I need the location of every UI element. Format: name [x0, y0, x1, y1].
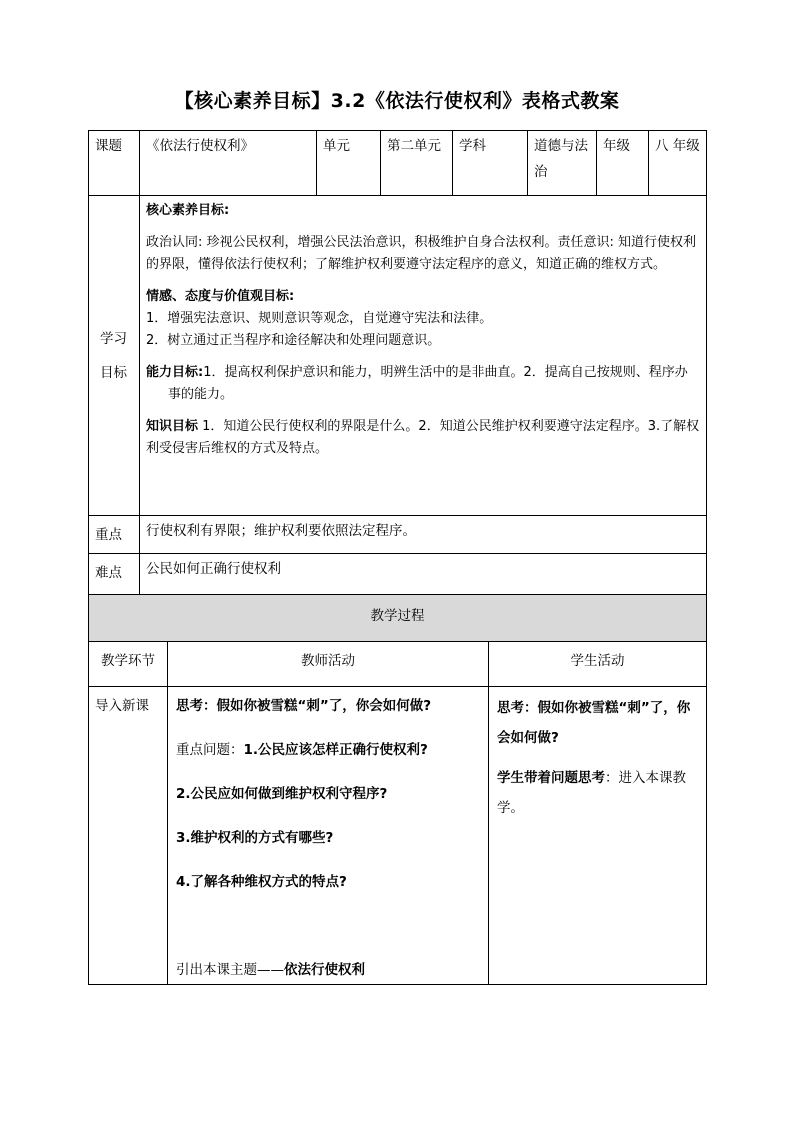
col-student-cell — [488, 641, 707, 687]
ability-goal-heading: 能力目标: — [146, 365, 204, 380]
difficulty-value-cell — [139, 553, 707, 595]
student-activity-cell — [488, 686, 707, 985]
question-4: 4.了解各种维权方式的特点? — [176, 874, 347, 890]
teacher-key-questions — [176, 737, 480, 763]
subject-value: 道德与法治 — [534, 138, 588, 180]
core-goal-text: 政治认同: 珍视公民权利，增强公民法治意识，积极维护自身合法权利。责任意识: 知道行使权利的界限，懂得依法行使权利；了解维护权利要遵守法定程序的意义，知道正确的维权方式。 — [146, 235, 697, 272]
key-point-label: 重点 — [95, 527, 122, 543]
unit-value-cell — [380, 130, 453, 196]
goals-label-cell — [88, 195, 140, 516]
key-point-value-cell — [139, 515, 707, 554]
student-action-rest: ：进入本课教学。 — [497, 770, 686, 816]
lead-topic: 依法行使权利 — [284, 962, 365, 978]
question-3: 3.维护权利的方式有哪些? — [176, 830, 334, 846]
col-teacher-cell — [167, 641, 489, 687]
emotion-goal-heading: 情感、态度与价值观目标: — [146, 289, 295, 304]
lead-prefix: 引出本课主题—— — [176, 962, 284, 978]
col-teacher-header: 教师活动 — [301, 653, 355, 669]
stage-cell — [88, 686, 168, 985]
key-point-value: 行使权利有界限；维护权利要依照法定程序。 — [146, 523, 416, 539]
unit-value: 第二单元 — [387, 138, 441, 154]
question-2: 2.公民应如何做到维护权利守程序? — [176, 786, 388, 802]
subject-label-cell — [452, 130, 528, 196]
goals-label: 学习目标 — [100, 330, 127, 381]
unit-label: 单元 — [323, 138, 350, 154]
process-heading-cell — [88, 594, 707, 642]
student-think: 思考：假如你被雪糕“刺”了，你会如何做? — [497, 700, 691, 746]
col-stage-header: 教学环节 — [101, 653, 155, 669]
knowledge-goal — [146, 416, 700, 460]
grade-value: 八 年级 — [655, 138, 700, 154]
emotion-goal-2: 2．树立通过正当程序和途径解决和处理问题意识。 — [146, 333, 441, 348]
knowledge-goal-heading: 知识目标 — [146, 419, 199, 434]
knowledge-goal-text: 1．知道公民行使权利的界限是什么。2．知道公民维护权利要遵守法定程序。3.了解权利受侵害后维权的方式及特点。 — [146, 419, 700, 456]
difficulty-label-cell — [88, 553, 140, 595]
course-label-cell — [88, 130, 140, 196]
document-title: 【核心素养目标】3.2《依法行使权利》表格式教案 — [174, 90, 620, 112]
col-stage-cell — [88, 641, 168, 687]
stage-intro: 导入新课 — [95, 698, 149, 714]
teacher-think: 思考：假如你被雪糕“刺”了，你会如何做? — [176, 698, 432, 714]
grade-label-cell — [596, 130, 649, 196]
unit-label-cell — [316, 130, 381, 196]
question-1: 1.公民应该怎样正确行使权利? — [243, 742, 428, 758]
difficulty-value: 公民如何正确行使权利 — [146, 561, 281, 577]
subject-label: 学科 — [459, 138, 486, 154]
lead-topic-line — [176, 957, 480, 983]
ability-goal — [146, 362, 700, 406]
course-value-cell — [139, 130, 317, 196]
grade-value-cell — [648, 130, 707, 196]
ability-goal-text: 1．提高权利保护意识和能力，明辨生活中的是非曲直。2．提高自己按规则、程序办事的能力。 — [168, 365, 688, 402]
student-action-bold: 学生带着问题思考 — [497, 770, 605, 786]
course-label: 课题 — [95, 138, 122, 154]
process-heading: 教学过程 — [370, 608, 425, 624]
student-action — [497, 763, 698, 823]
key-point-label-cell — [88, 515, 140, 554]
core-goal-heading: 核心素养目标: — [146, 203, 230, 218]
goals-content-cell — [139, 195, 707, 516]
emotion-goal-1: 1．增强宪法意识、规则意识等观念，自觉遵守宪法和法律。 — [146, 311, 493, 326]
course-value: 《依法行使权利》 — [146, 138, 254, 154]
subject-value-cell — [527, 130, 597, 196]
teacher-activity-cell — [167, 686, 489, 985]
grade-label: 年级 — [603, 138, 630, 154]
key-questions-prefix: 重点问题： — [176, 742, 244, 758]
col-student-header: 学生活动 — [570, 653, 625, 669]
difficulty-label: 难点 — [95, 565, 122, 581]
